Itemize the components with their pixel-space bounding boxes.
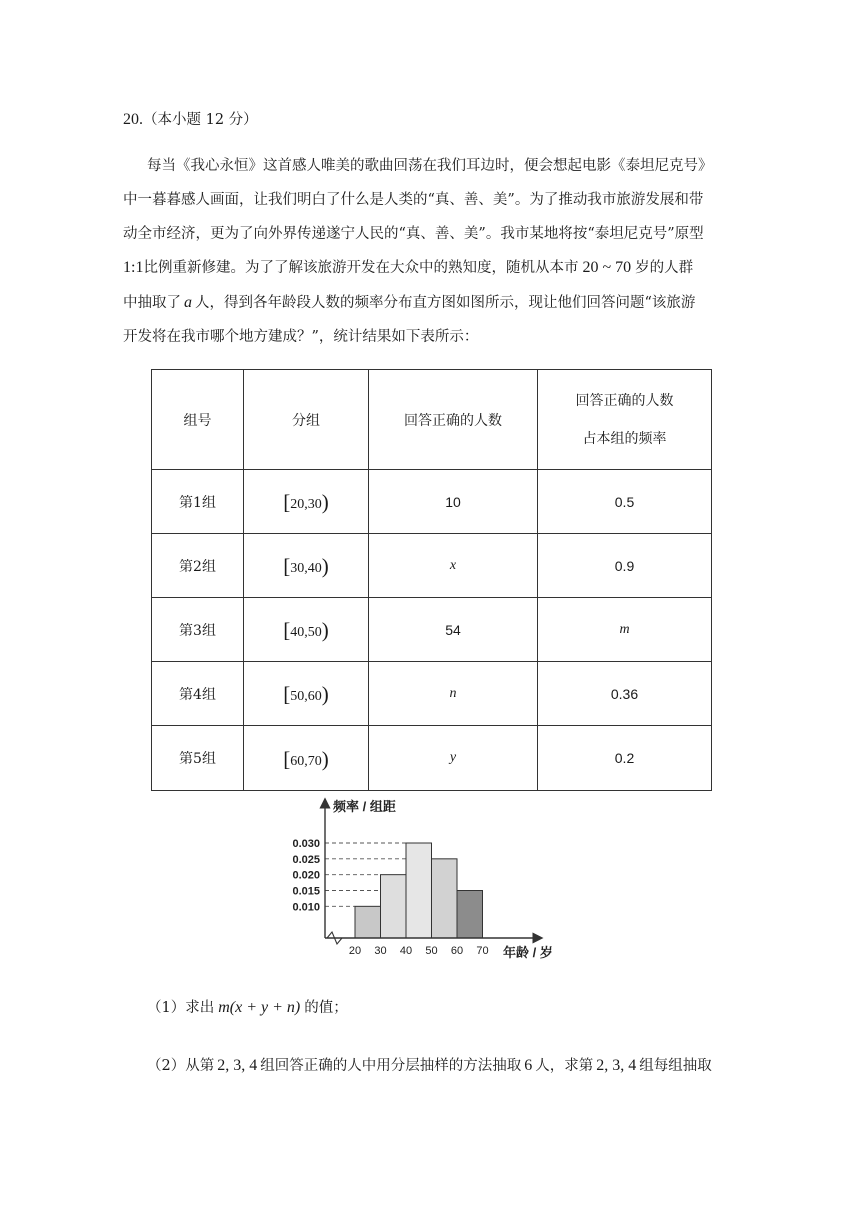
row-freq: 0.9	[538, 534, 712, 598]
intro-line-5-text: 人，得到各年龄段人数的频率分布直方图如图所示，现让他们回答问题“该旅游	[195, 295, 696, 311]
row-correct: 10	[369, 470, 538, 534]
histogram-bar	[406, 843, 432, 938]
row-freq: m	[538, 598, 712, 662]
ratio: 1:1	[123, 259, 144, 276]
problem-score: （本小题 12 分）	[143, 112, 258, 128]
intro-line-1: 每当《我心永恒》这首感人唯美的歌曲回荡在我们耳边时，便会想起电影《泰坦尼克号》	[147, 158, 713, 174]
interval-hi: 50	[307, 625, 322, 640]
x-axis-label: 年龄 / 岁	[503, 945, 553, 960]
intro-line-5-head: 中抽取了	[123, 295, 181, 311]
intro-line-6: 开发将在我市哪个地方建成？”，统计结果如下表所示：	[123, 329, 479, 345]
age-range: 20 ~ 70	[582, 259, 632, 276]
x-tick-label: 50	[425, 945, 438, 957]
x-tick-label: 40	[399, 945, 413, 957]
interval-lo: 60	[290, 753, 305, 769]
x-tick-label: 20	[348, 945, 362, 957]
var-a: a	[184, 294, 192, 311]
row-freq: 0.2	[538, 726, 712, 791]
q1-prefix: （1）求出	[147, 1000, 215, 1016]
row-group: 第3组	[152, 598, 244, 662]
q2-suffix: 组每组抽取	[639, 1058, 712, 1074]
row-group: 第4组	[152, 662, 244, 726]
x-tick-label: 70	[476, 945, 489, 957]
y-tick-label: 0.030	[292, 838, 320, 850]
x-tick-label: 30	[374, 945, 387, 957]
q2-mid2: 人，求第	[535, 1058, 594, 1074]
intro-line-4	[123, 258, 693, 278]
row-correct: n	[369, 662, 538, 726]
row-freq: 0.36	[538, 662, 712, 726]
header-correct-count: 回答正确的人数	[369, 370, 538, 470]
row-correct: y	[369, 726, 538, 791]
interval-hi: 40	[307, 561, 322, 576]
interval-hi: 70	[307, 753, 322, 769]
x-tick-label: 60	[450, 945, 464, 957]
row-interval: [20,30)	[244, 470, 369, 534]
row-interval: [50,60)	[244, 662, 369, 726]
q2-groups-2: 2, 3, 4	[596, 1057, 637, 1074]
table-row	[152, 534, 712, 598]
header-correct-freq-line2: 占本组的频率	[582, 430, 667, 447]
histogram-bar	[457, 891, 483, 939]
table-row	[152, 470, 712, 534]
header-group-no: 组号	[152, 370, 244, 470]
table-header-row	[152, 370, 712, 470]
question-2	[147, 1056, 712, 1076]
y-tick-label: 0.010	[292, 901, 320, 914]
interval-lo: 40	[290, 625, 305, 640]
q1-suffix: 的值；	[304, 1000, 348, 1016]
intro-line-4-tail: 岁的人群	[635, 260, 694, 276]
interval-lo: 50	[290, 689, 305, 704]
table-row	[152, 598, 712, 662]
intro-line-5	[123, 293, 695, 313]
row-group: 第5组	[152, 726, 244, 791]
intro-line-2: 中一暮暮感人画面，让我们明白了什么是人类的“真、善、美”。为了推动我市旅游发展和带	[123, 192, 704, 208]
histogram-bar	[381, 875, 407, 938]
y-tick-label: 0.015	[292, 885, 320, 898]
interval-lo: 30	[290, 561, 305, 576]
frequency-histogram	[280, 795, 570, 965]
q2-groups: 2, 3, 4	[217, 1057, 258, 1074]
q2-mid: 组回答正确的人中用分层抽样的方法抽取	[260, 1058, 522, 1074]
histogram-bar	[432, 859, 458, 938]
q2-prefix: （2）从第	[147, 1058, 215, 1074]
row-correct: x	[369, 534, 538, 598]
row-freq: 0.5	[538, 470, 712, 534]
q2-count: 6	[524, 1057, 533, 1074]
row-interval: [60,70)	[244, 726, 369, 791]
y-tick-label: 0.020	[292, 869, 320, 882]
question-1	[147, 998, 348, 1018]
header-correct-freq	[538, 370, 712, 470]
header-interval: 分组	[244, 370, 369, 470]
row-group: 第2组	[152, 534, 244, 598]
row-correct: 54	[369, 598, 538, 662]
row-interval: [40,50)	[244, 598, 369, 662]
header-correct-freq-line1: 回答正确的人数	[575, 392, 674, 409]
interval-lo: 20	[290, 497, 305, 512]
q1-expression: m(x + y + n)	[218, 999, 301, 1016]
row-interval: [30,40)	[244, 534, 369, 598]
y-axis-label: 频率 / 组距	[333, 799, 396, 814]
intro-line-4-text: 比例重新修建。为了了解该旅游开发在大众中的熟知度，随机从本市	[143, 260, 579, 276]
answer-table	[151, 369, 712, 791]
problem-number: 20.	[123, 111, 143, 128]
problem-header	[123, 110, 258, 130]
y-tick-label: 0.025	[292, 853, 320, 866]
intro-line-3: 动全市经济，更为了向外界传递遂宁人民的“真、善、美”。我市某地将按“泰坦尼克号”原型	[123, 226, 704, 242]
table-row	[152, 726, 712, 791]
table-row	[152, 662, 712, 726]
interval-hi: 60	[307, 689, 322, 704]
row-group: 第1组	[152, 470, 244, 534]
interval-hi: 30	[307, 497, 322, 512]
histogram-bar	[355, 906, 381, 938]
